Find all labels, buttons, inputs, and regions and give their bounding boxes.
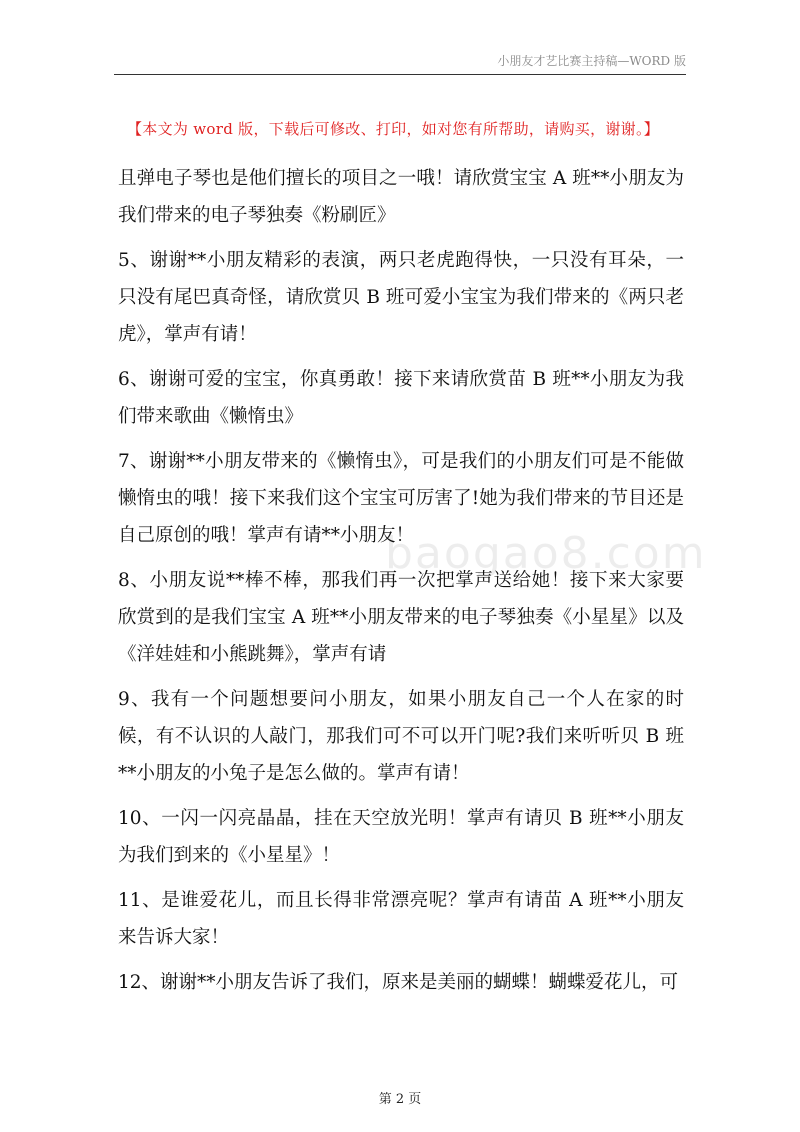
- paragraph-10: 10、一闪一闪亮晶晶，挂在天空放光明！掌声有请贝 B 班**小朋友为我们到来的《小星星》！: [118, 808, 684, 866]
- paragraph-12: 12、谢谢**小朋友告诉了我们，原来是美丽的蝴蝶！蝴蝶爱花儿，可: [118, 972, 679, 993]
- paragraph-7: 7、谢谢**小朋友带来的《懒惰虫》，可是我们的小朋友们可是不能做懒惰虫的哦！接下来我们这个宝宝可厉害了!她为我们带来的节目还是自己原创的哦！掌声有请**小朋友！: [118, 451, 684, 546]
- paragraph-6: 6、谢谢可爱的宝宝，你真勇敢！接下来请欣赏苗 B 班**小朋友为我们带来歌曲《懒惰虫》: [118, 369, 684, 427]
- running-header: 小朋友才艺比赛主持稿—WORD 版: [497, 54, 686, 68]
- page-number: 第 2 页: [378, 1092, 422, 1107]
- paragraph-intro: 且弹电子琴也是他们擅长的项目之一哦！请欣赏宝宝 A 班**小朋友为我们带来的电子琴独奏《粉刷匠》: [118, 168, 684, 226]
- document-body: [118, 160, 684, 1009]
- paragraph-8: 8、小朋友说**棒不棒，那我们再一次把掌声送给她！接下来大家要欣赏到的是我们宝宝 A 班**小朋友带来的电子琴独奏《小星星》以及《洋娃娃和小熊跳舞》，掌声有请: [118, 570, 684, 665]
- watermark: baogao8.com: [385, 528, 707, 579]
- red-notice: 【本文为 word 版，下载后可修改、打印，如对您有所帮助，请购买，谢谢。】: [127, 120, 660, 138]
- paragraph-5: 5、谢谢**小朋友精彩的表演，两只老虎跑得快，一只没有耳朵，一只没有尾巴真奇怪，请欣赏贝 B 班可爱小宝宝为我们带来的《两只老虎》，掌声有请！: [118, 250, 684, 345]
- header-rule: [114, 74, 686, 75]
- paragraph-11: 11、是谁爱花儿，而且长得非常漂亮呢？掌声有请苗 A 班**小朋友来告诉大家！: [118, 890, 684, 948]
- paragraph-9: 9、我有一个问题想要问小朋友，如果小朋友自己一个人在家的时候，有不认识的人敲门，那我们可不可以开门呢?我们来听听贝 B 班**小朋友的小兔子是怎么做的。掌声有请！: [118, 689, 684, 784]
